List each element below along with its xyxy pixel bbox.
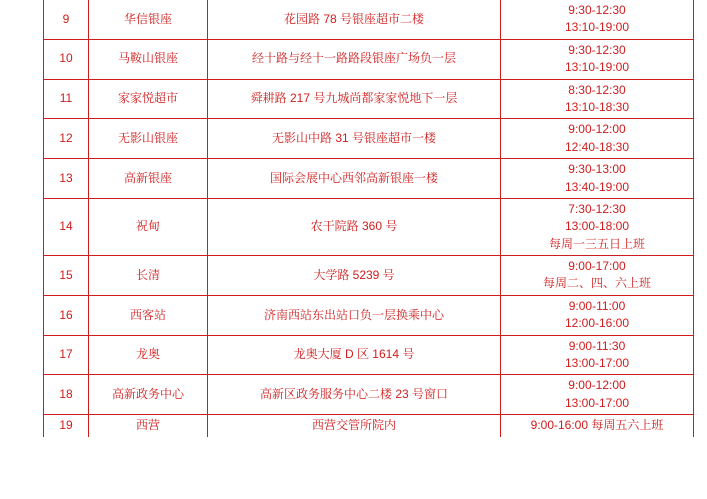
hours-line: 13:40-19:00 [564, 179, 630, 194]
hours-line: 13:00-17:00 [564, 395, 630, 410]
cell-hours [501, 335, 694, 375]
cell-name: 家家悦超市 [89, 79, 208, 119]
hours-line: 9:30-12:30 [568, 42, 626, 57]
cell-index: 16 [44, 295, 89, 335]
cell-index: 18 [44, 375, 89, 415]
table-row [44, 375, 694, 415]
cell-name: 马鞍山银座 [89, 39, 208, 79]
cell-address: 农干院路 360 号 [208, 198, 501, 255]
hours-line: 12:40-18:30 [564, 139, 630, 154]
cell-hours [501, 159, 694, 199]
cell-name: 高新银座 [89, 159, 208, 199]
hours-line: 12:00-16:00 [564, 316, 630, 331]
cell-index: 13 [44, 159, 89, 199]
cell-name: 祝甸 [89, 198, 208, 255]
cell-address: 无影山中路 31 号银座超市一楼 [208, 119, 501, 159]
cell-address: 大学路 5239 号 [208, 256, 501, 296]
cell-address: 国际会展中心西邻高新银座一楼 [208, 159, 501, 199]
table-row [44, 79, 694, 119]
table-row [44, 0, 694, 39]
cell-hours [501, 39, 694, 79]
cell-index: 17 [44, 335, 89, 375]
cell-index: 9 [44, 0, 89, 39]
hours-line: 13:10-18:30 [564, 99, 630, 114]
table-row [44, 198, 694, 255]
hours-note: 每周二、四、六上班 [542, 276, 651, 291]
cell-hours [501, 295, 694, 335]
hours-line: 13:10-19:00 [564, 20, 630, 35]
cell-address: 济南西站东出站口负一层换乘中心 [208, 295, 501, 335]
cell-hours [501, 415, 694, 437]
table-row [44, 119, 694, 159]
cell-address: 花园路 78 号银座超市二楼 [208, 0, 501, 39]
cell-index: 14 [44, 198, 89, 255]
cell-name: 高新政务中心 [89, 375, 208, 415]
table-row [44, 295, 694, 335]
hours-line: 13:10-19:00 [564, 60, 630, 75]
hours-line: 9:00-11:30 [568, 338, 626, 353]
hours-line: 8:30-12:30 [568, 82, 626, 97]
cell-name: 西客站 [89, 295, 208, 335]
hours-line: 9:00-12:00 [568, 122, 626, 137]
cell-index: 19 [44, 415, 89, 437]
cell-index: 12 [44, 119, 89, 159]
table-row [44, 256, 694, 296]
cell-name: 龙奥 [89, 335, 208, 375]
branch-schedule-table [43, 0, 694, 437]
cell-address: 舜耕路 217 号九城尚都家家悦地下一层 [208, 79, 501, 119]
table-row [44, 415, 694, 437]
cell-index: 10 [44, 39, 89, 79]
hours-line: 7:30-12:30 [568, 201, 626, 216]
cell-hours [501, 198, 694, 255]
cell-hours [501, 375, 694, 415]
table-row [44, 159, 694, 199]
table-body [44, 0, 694, 437]
cell-hours [501, 79, 694, 119]
hours-line: 13:00-17:00 [564, 356, 630, 371]
hours-line: 9:30-13:00 [568, 162, 626, 177]
cell-address: 龙奥大厦 D 区 1614 号 [208, 335, 501, 375]
cell-hours [501, 256, 694, 296]
cell-hours [501, 119, 694, 159]
cell-name: 西营 [89, 415, 208, 437]
hours-line: 9:00-17:00 [568, 259, 626, 274]
hours-line: 9:30-12:30 [568, 3, 626, 17]
cell-name: 长清 [89, 256, 208, 296]
cell-name: 华信银座 [89, 0, 208, 39]
hours-line: 9:00-11:00 [568, 298, 626, 313]
hours-note: 每周一三五日上班 [548, 236, 645, 251]
cell-index: 15 [44, 256, 89, 296]
cell-address: 西营交管所院内 [208, 415, 501, 437]
cell-name: 无影山银座 [89, 119, 208, 159]
hours-line: 13:00-18:00 [564, 219, 630, 234]
cell-address: 经十路与经十一路路段银座广场负一层 [208, 39, 501, 79]
cell-address: 高新区政务服务中心二楼 23 号窗口 [208, 375, 501, 415]
cell-index: 11 [44, 79, 89, 119]
table-row [44, 335, 694, 375]
cell-hours [501, 0, 694, 39]
hours-line: 9:00-12:00 [568, 378, 626, 393]
hours-line: 9:00-16:00 每周五六上班 [530, 418, 664, 433]
table-row [44, 39, 694, 79]
